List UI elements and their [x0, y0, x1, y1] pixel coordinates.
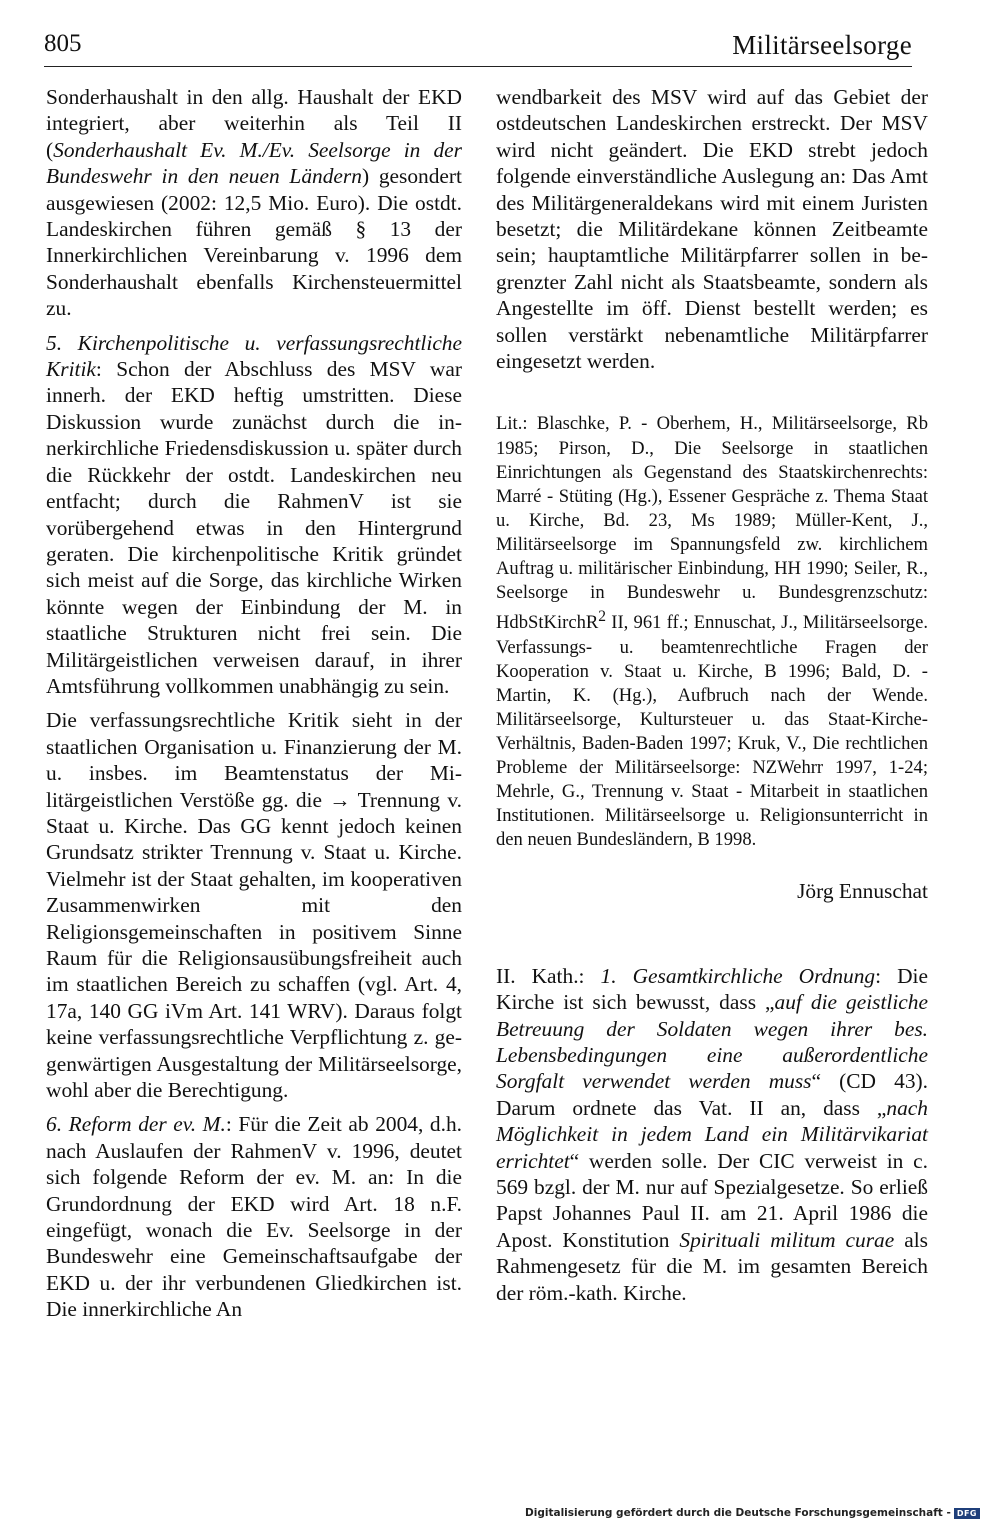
text-run: Lit.: Blaschke, P. - Oberhem, H., Militärseelsorge, Rb 1985; Pirson, D., Die Seelsorge in staatlichen Einrichtungen als Gegenstand des Staatskirchenrechts: Marré - Stüting (Hg.), Essener Gespräche z. Thema Staat u. Kirche, Bd. 23, Ms 1989; Müller-Kent, J., Militärseelsorge im Spannungsfeld zw. kirchlichem Auftrag u. militärischer Einbindung, HH 1990; Seiler, R., Seelsorge in Bundeswehr u. Bundesgrenzschutz: HdbStKirchR: [496, 413, 928, 634]
footer-text: Digitalisierung gefördert durch die Deutsche Forschungsgemeinschaft -: [525, 1507, 951, 1519]
paragraph-finance: [46, 84, 462, 322]
page-number: 805: [44, 30, 82, 57]
right-column: [496, 84, 928, 1306]
paragraph-reform: [46, 1111, 462, 1322]
author-signature: Jörg Ennuschat: [797, 879, 928, 904]
text-run: als Rahmengesetz für die M. im gesamten Bereich der röm.-kath. Kirche.: [496, 1227, 928, 1305]
italic-run: 5. Kirchenpolitische u. verfassungsrechtliche Kritik: [46, 330, 462, 382]
text-run: II, 961 ff.; Ennuschat, J., Militärseelsorge. Verfassungs- u. beamtenrechtliche Fragen der Kooperation v. Staat u. Kirche, B 1996; Bald, D. - Martin, K. (Hg.), Aufbruch nach der Wende. Militärseelsorge, Kultursteuer u. das Staat-Kirche-Verhältnis, Baden-Baden 1997; Kruk, V., Die rechtlichen Probleme der Militärseelsorge: NZWehrr 1997, 1-24; Mehrle, G., Trennung v. Staat - Mitarbeit in staatlichen Institutionen. Militärseelsorge u. Religionsunterricht in den neuen Bundesländern, B 1998.: [496, 612, 928, 851]
running-title: Militärseelsorge: [732, 30, 912, 60]
digitization-footer: [525, 1507, 980, 1519]
italic-run: auf die geistliche Betreuung der Soldaten wegen ihrer bes. Lebensbedingungen eine außerordentliche Sorgfalt verwendet werden muss: [496, 990, 928, 1094]
text-run: : Die Kirche ist sich bewusst, dass „: [496, 963, 928, 1015]
text-run: : Schon der Abschluss des MSV war innerh. der EKD heftig umstritten. Diese Diskussion wurde zunächst durch die innerkirchliche Friedensdiskussion u. später durch die Rückkehr der ostdt. Landeskirchen neu entfacht; durch die RahmenV ist sie vorübergehend etwas in den Hintergrund geraten. Die kirchenpolitische Kritik gründet sich meist auf die Sorge, das kirchliche Wirken könnte wegen der Einbindung der M. in staatliche Strukturen nicht frei sein. Die Militärgeistlichen verweisen darauf, in ihrer Amtsführung vollkommen unabhängig zu sein.: [46, 357, 462, 698]
paragraph-katholisch: [496, 963, 928, 1306]
paragraph-verfassungsrechtliche-kritik: [46, 707, 462, 1103]
italic-run: Sonderhaushalt Ev. M./Ev. Seelsorge in der Bundeswehr in den neuen Ländern: [46, 137, 462, 189]
italic-run: nach Möglichkeit in jedem Land ein Militärvikariat errichtet: [496, 1095, 928, 1173]
italic-run: 1. Gesamtkirchliche Ordnung: [600, 963, 876, 988]
italic-run: 6. Reform der ev. M.: [46, 1112, 226, 1137]
italic-run: Spirituali militum curae: [679, 1227, 895, 1252]
text-run: Sonderhaushalt in den allg. Haushalt der EKD integriert, aber weiterhin als Teil II (: [46, 85, 462, 162]
text-run: “ (CD 43). Darum ordnete das Vat. II an, dass „: [496, 1069, 928, 1120]
text-run: II. Kath.:: [496, 963, 601, 988]
superscript: 2: [598, 608, 607, 626]
text-run: : Für die Zeit ab 2004, d.h. nach Auslaufen der RahmenV v. 1996, deutet sich folgende Reform der ev. M. an: In die Grundordnung der EKD wird Art. 18 n.F. eingefügt, wonach die Ev. Seelsorge in der Bundeswehr eine Gemeinschaftsaufgabe der EKD u. der ihr verbundenen Gliedkirchen ist. Die innerkirchliche An: [46, 1112, 462, 1322]
dfg-logo: DFG: [954, 1508, 980, 1519]
paragraph-reform-continued: [496, 84, 928, 374]
text-run: ) gesondert ausgewiesen (2002: 12,5 Mio. Euro). Die ostdt. Landeskirchen führen gemäß § 13 der Innerkirchlichen Vereinbarung v. 1996 dem Sonderhaushalt ebenfalls Kirchensteuermittel zu.: [46, 164, 462, 321]
header-rule: [44, 66, 912, 67]
page-header: [44, 16, 912, 66]
text-run: wendbarkeit des MSV wird auf das Gebiet der ostdeutschen Landeskirchen erstreckt. Der MSV wird nicht geändert. Die EKD strebt jedoch folgende einverständliche Auslegung an: Das Amt des Militärgeneraldekans wird mit einem Juristen besetzt; die Militärdekane können Zeitbeamte sein; hauptamtliche Militärpfarrer sollen in begrenzter Zahl nicht als Staatsbeamte, sondern als Angestellte im öff. Dienst bestellt werden; es sollen verstärkt nebenamtliche Militärpfarrer eingesetzt werden.: [496, 85, 928, 374]
text-run: “ werden solle. Der CIC verweist in c. 569 bzgl. der M. nur auf Spezialgesetze. So erließ Papst Johannes Paul II. am 21. April 1986 die Apost. Konstitution: [496, 1148, 928, 1252]
paragraph-kirchenpolitische-kritik: [46, 330, 462, 700]
text-run: Die verfassungsrechtliche Kritik sieht in der staatlichen Organisation u. Finanzierung der M. u. insbes. im Beamtenstatus der Militärgeistlichen Verstöße gg. die → Trennung v. Staat u. Kirche. Das GG kennt jedoch keinen Grundsatz strikter Trennung v. Staat u. Kirche. Vielmehr ist der Staat gehalten, im kooperativen Zusammenwirken mit den Religionsgemeinschaften in positivem Sinne Raum für die Religionsausübungsfreiheit auch im staatlichen Bereich zu schaffen (vgl. Art. 4, 17a, 140 GG iVm Art. 141 WRV). Daraus folgt keine verfassungsrechtliche Verpflichtung z. gegenwärtigen Ausgestaltung der Militärseelsorge, wohl aber die Berechtigung.: [46, 708, 462, 1103]
left-column: [46, 84, 462, 1323]
literature-list: [496, 412, 928, 852]
